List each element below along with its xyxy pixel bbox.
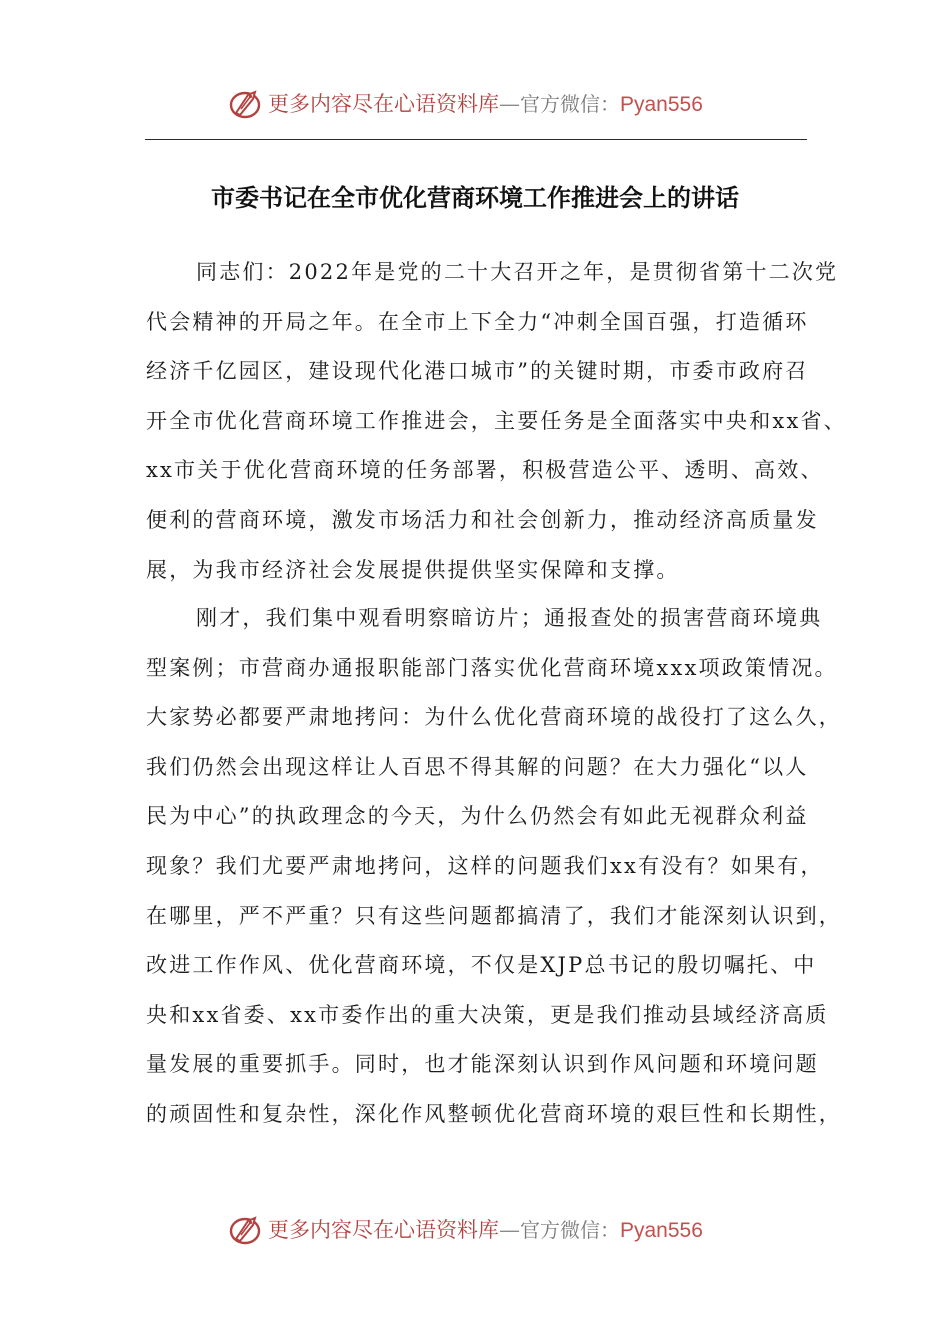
paragraph-1: [146, 248, 847, 595]
footer-watermark-banner: [0, 1210, 950, 1250]
watermark-text: [268, 1216, 703, 1245]
header-watermark-banner: [0, 84, 950, 124]
text-line: 经济千亿园区，建设现代化港口城市”的关键时期，市委市政府召: [146, 359, 809, 384]
text-line: 刚才，我们集中观看明察暗访片；通报查处的损害营商环境典: [196, 606, 823, 630]
watermark-separator: —: [499, 1218, 520, 1242]
text-line: 现象？我们尤要严肃地拷问，这样的问题我们xx有没有？如果有，: [146, 853, 824, 878]
text-line: 量发展的重要抓手。同时，也才能深刻认识到作风问题和环境问题: [146, 1052, 819, 1077]
watermark-label: 官方微信：: [520, 92, 620, 116]
text-line: 在哪里，严不严重？只有这些问题都搞清了，我们才能深刻认识到，: [146, 903, 842, 928]
watermark-label: 官方微信：: [520, 1218, 620, 1242]
text-line: 同志们：2022年是党的二十大召开之年，是贯彻省第十二次党: [196, 260, 839, 284]
watermark-handle: Pyan556: [620, 93, 703, 116]
text-line: 开全市优化营商环境工作推进会，主要任务是全面落实中央和xx省、: [146, 408, 847, 433]
text-line: 大家势必都要严肃地拷问：为什么优化营商环境的战役打了这么久，: [146, 705, 842, 730]
paragraph-2: [146, 594, 842, 1140]
document-title: 市委书记在全市优化营商环境工作推进会上的讲话: [211, 184, 739, 212]
watermark-separator: —: [499, 92, 520, 116]
watermark-handle: Pyan556: [620, 1219, 703, 1242]
text-line: 型案例；市营商办通报职能部门落实优化营商环境xxx项政策情况。: [146, 655, 838, 680]
text-line: 民为中心”的执政理念的今天，为什么仍然会有如此无视群众利益: [146, 804, 809, 829]
text-line: xx市关于优化营商环境的任务部署，积极营造公平、透明、高效、: [146, 458, 824, 483]
watermark-slogan: 更多内容尽在心语资料库: [268, 1218, 499, 1242]
text-line: 展，为我市经济社会发展提供提供坚实保障和支撑。: [146, 557, 680, 582]
header-divider: [145, 139, 807, 140]
text-line: 代会精神的开局之年。在全市上下全力“冲刺全国百强，打造循环: [146, 309, 809, 334]
pen-nib-logo-icon: [228, 1212, 264, 1248]
text-line: 改进工作作风、优化营商环境，不仅是XJP总书记的殷切嘱托、中: [146, 953, 817, 978]
text-line: 我们仍然会出现这样让人百思不得其解的问题？在大力强化“以人: [146, 754, 809, 779]
watermark-slogan: 更多内容尽在心语资料库: [268, 92, 499, 116]
text-line: 便利的营商环境，激发市场活力和社会创新力，推动经济高质量发: [146, 507, 819, 532]
pen-nib-logo-icon: [228, 86, 264, 122]
watermark-text: [268, 90, 703, 119]
text-line: 的顽固性和复杂性，深化作风整顿优化营商环境的艰巨性和长期性，: [146, 1101, 842, 1126]
text-line: 央和xx省委、xx市委作出的重大决策，更是我们推动县域经济高质: [146, 1002, 829, 1027]
